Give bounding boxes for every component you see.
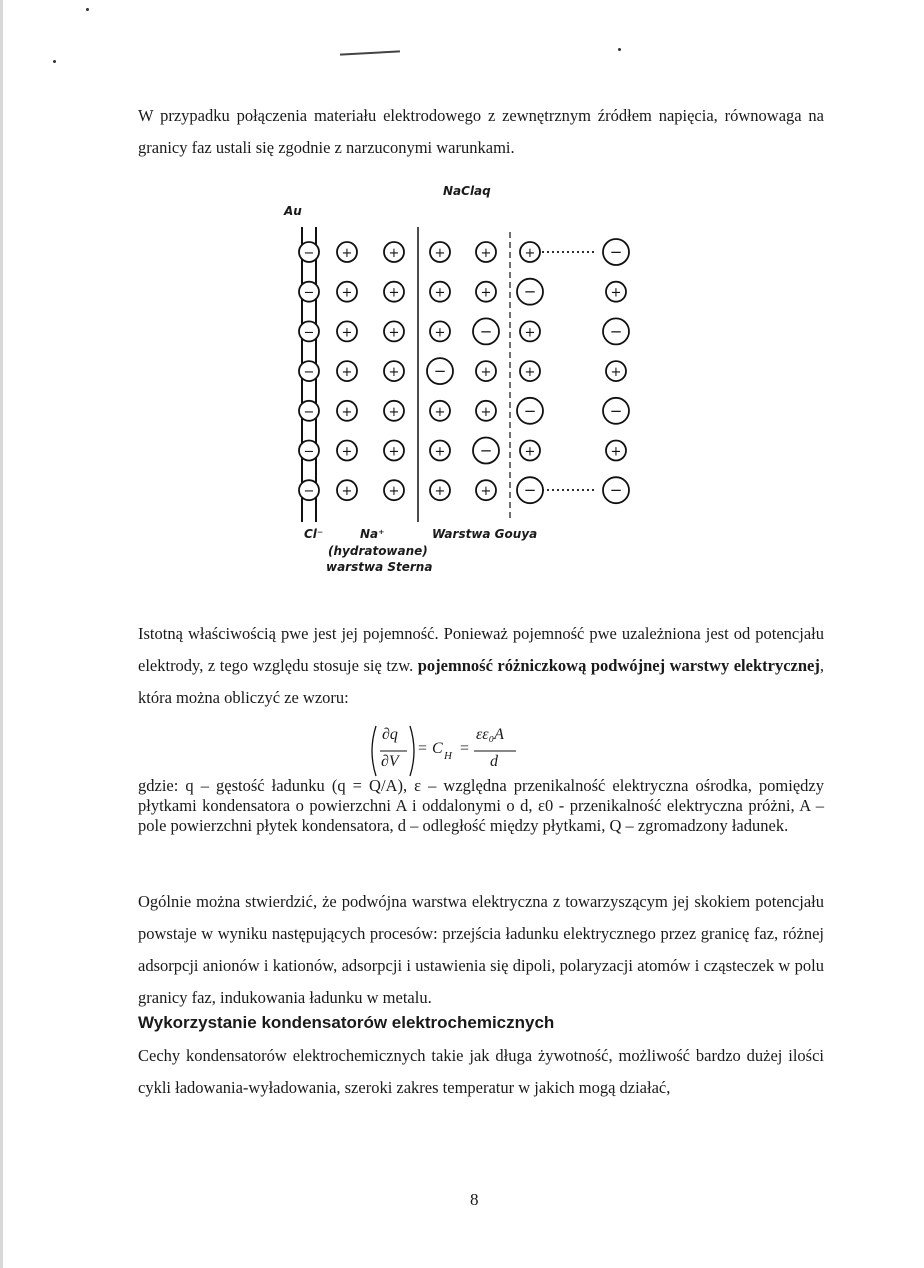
capacity-text-a: Istotną właściwością pwe jest jej pojemność. Ponieważ pojemność pwe uzależniona jest od potencjału elektrody, z tego względu stosuje się tzw. xyxy=(138,624,824,675)
cation-ion xyxy=(384,321,404,341)
cation-ion xyxy=(606,441,626,461)
cation-ion xyxy=(520,321,540,341)
capacity-text-b: , która można obliczyć ze wzoru: xyxy=(138,656,824,707)
formula-equals-2: = xyxy=(460,740,470,757)
anion-ion xyxy=(517,279,543,305)
svg-text:+: + xyxy=(480,404,492,420)
svg-text:−: − xyxy=(303,246,315,261)
svg-text:−: − xyxy=(523,481,537,500)
cation-ion xyxy=(430,480,450,500)
cation-ion xyxy=(337,441,357,461)
svg-text:+: + xyxy=(434,444,446,460)
double-layer-figure xyxy=(280,182,640,582)
label-chloride: Cl⁻ xyxy=(304,527,324,541)
cation-ion xyxy=(384,282,404,302)
svg-text:+: + xyxy=(524,365,536,381)
chloride-ion xyxy=(299,480,319,500)
label-gouy-layer: Warstwa Gouya xyxy=(432,527,538,541)
anion-ion xyxy=(517,398,543,424)
capacity-formula xyxy=(368,722,528,780)
svg-text:+: + xyxy=(388,325,400,341)
svg-text:+: + xyxy=(341,365,353,381)
svg-text:+: + xyxy=(480,246,492,261)
label-stern-layer: warstwa Sterna xyxy=(326,560,433,574)
svg-text:+: + xyxy=(434,246,446,261)
svg-text:−: − xyxy=(303,325,315,341)
cation-ion xyxy=(476,401,496,421)
svg-text:−: − xyxy=(479,441,493,460)
svg-text:−: − xyxy=(433,362,447,381)
capacity-bold-term: pojemność różniczkową podwójnej warstwy elektrycznej xyxy=(417,656,820,675)
svg-text:+: + xyxy=(434,325,446,341)
cation-ion xyxy=(384,441,404,461)
chloride-ion xyxy=(299,401,319,421)
svg-text:+: + xyxy=(388,365,400,381)
cation-ion xyxy=(337,361,357,381)
svg-text:−: − xyxy=(609,481,623,500)
cation-ion xyxy=(384,361,404,381)
scan-mark xyxy=(340,50,400,55)
cation-ion xyxy=(337,321,357,341)
cation-ion xyxy=(606,282,626,302)
anion-ion xyxy=(603,318,629,344)
svg-text:−: − xyxy=(523,401,537,420)
svg-text:+: + xyxy=(341,404,353,420)
cation-ion xyxy=(337,401,357,421)
paragraph-features: Cechy kondensatorów elektrochemicznych takie jak długa żywotność, możliwość bardzo dużej ilości cykli ładowania-wyładowania, szeroki zakres temperatur w jakich mogą działać, xyxy=(138,1046,824,1097)
svg-text:+: + xyxy=(524,325,536,341)
paragraph-definitions: gdzie: q – gęstość ładunku (q = Q/A), ε – względna przenikalność elektryczna ośrodka, pomiędzy płytkami kondensatora o powierzchni A i oddalonymi o d, ε0 - przenikalność elektryczna próżni, A – pole powierzchni płytek kondensatora, d – odległość między płytkami, Q – zgromadzony ładunek. xyxy=(138,776,824,835)
scan-speck xyxy=(618,48,621,51)
svg-text:+: + xyxy=(341,325,353,341)
cation-ion xyxy=(384,401,404,421)
label-sodium: Na⁺ xyxy=(360,527,385,541)
svg-text:+: + xyxy=(341,444,353,460)
cation-ion xyxy=(476,242,496,262)
double-layer-diagram xyxy=(280,182,640,582)
svg-text:+: + xyxy=(388,444,400,460)
chloride-ion xyxy=(299,361,319,381)
svg-text:+: + xyxy=(610,444,622,460)
anion-ion xyxy=(603,239,629,265)
cation-ion xyxy=(384,242,404,262)
scan-speck xyxy=(53,60,56,63)
anion-ion xyxy=(427,358,453,384)
cation-ion xyxy=(337,242,357,262)
cation-ion xyxy=(430,282,450,302)
section-heading: Wykorzystanie kondensatorów elektrochemicznych xyxy=(138,1013,555,1032)
svg-text:−: − xyxy=(303,484,315,500)
anion-ion xyxy=(517,477,543,503)
cation-ion xyxy=(520,242,540,262)
scan-speck xyxy=(86,8,89,11)
anion-ion xyxy=(603,398,629,424)
cation-ion xyxy=(430,242,450,262)
svg-text:+: + xyxy=(480,365,492,381)
cation-ion xyxy=(606,361,626,381)
svg-text:+: + xyxy=(524,444,536,460)
formula-capacity-sub: H xyxy=(444,750,452,762)
chloride-ion xyxy=(299,441,319,461)
cation-ion xyxy=(520,361,540,381)
svg-text:−: − xyxy=(303,404,315,420)
svg-text:−: − xyxy=(303,444,315,460)
svg-text:−: − xyxy=(303,285,315,301)
cation-ion xyxy=(520,441,540,461)
label-electrode: Au xyxy=(284,204,302,218)
svg-text:+: + xyxy=(524,246,536,261)
cation-ion xyxy=(476,480,496,500)
paragraph-capacity xyxy=(138,618,824,714)
svg-text:−: − xyxy=(609,322,623,341)
label-hydrated: (hydratowane) xyxy=(328,544,428,558)
paragraph-processes: Ogólnie można stwierdzić, że podwójna warstwa elektryczna z towarzyszącym jej skokiem potencjału powstaje w wyniku następujących procesów: przejścia ładunku elektrycznego przez granicę faz, różnej adsorpcji anionów i kationów, adsorpcji i ustawienia się dipoli, polaryzacji atomów i cząsteczek w polu granicy faz, indukowania ładunku w metalu. xyxy=(138,892,824,1007)
formula-right-denominator: d xyxy=(490,753,498,770)
cation-ion xyxy=(337,282,357,302)
page-number: 8 xyxy=(470,1190,479,1209)
cation-ion xyxy=(476,361,496,381)
chloride-ion xyxy=(299,242,319,262)
chloride-ion xyxy=(299,321,319,341)
svg-text:+: + xyxy=(610,365,622,381)
formula-capacity: C xyxy=(432,740,443,757)
formula-numerator: ∂q xyxy=(382,726,398,743)
svg-text:+: + xyxy=(388,404,400,420)
scan-edge xyxy=(0,0,3,1268)
svg-text:+: + xyxy=(388,246,400,261)
formula-right-numerator: εε₀A xyxy=(476,726,504,743)
svg-text:+: + xyxy=(434,484,446,500)
svg-text:+: + xyxy=(341,246,353,261)
svg-text:+: + xyxy=(341,285,353,301)
svg-text:+: + xyxy=(388,484,400,500)
svg-text:+: + xyxy=(341,484,353,500)
cation-ion xyxy=(476,282,496,302)
chloride-ion xyxy=(299,282,319,302)
svg-text:+: + xyxy=(480,285,492,301)
svg-text:−: − xyxy=(523,282,537,301)
svg-text:+: + xyxy=(434,285,446,301)
cation-ion xyxy=(337,480,357,500)
svg-text:−: − xyxy=(609,243,623,261)
label-solution: NaClaq xyxy=(443,184,491,198)
formula-equals: = xyxy=(418,740,428,757)
svg-text:+: + xyxy=(610,285,622,301)
anion-ion xyxy=(473,318,499,344)
paragraph-intro: W przypadku połączenia materiału elektrodowego z zewnętrznym źródłem napięcia, równowaga na granicy faz ustali się zgodnie z narzuconymi warunkami. xyxy=(138,106,824,157)
svg-text:−: − xyxy=(609,401,623,420)
cation-ion xyxy=(430,441,450,461)
svg-text:−: − xyxy=(479,322,493,341)
svg-text:+: + xyxy=(434,404,446,420)
cation-ion xyxy=(384,480,404,500)
cation-ion xyxy=(430,401,450,421)
svg-text:−: − xyxy=(303,365,315,381)
svg-text:+: + xyxy=(480,484,492,500)
svg-text:+: + xyxy=(388,285,400,301)
cation-ion xyxy=(430,321,450,341)
anion-ion xyxy=(603,477,629,503)
anion-ion xyxy=(473,438,499,464)
formula-denominator: ∂V xyxy=(381,753,399,770)
